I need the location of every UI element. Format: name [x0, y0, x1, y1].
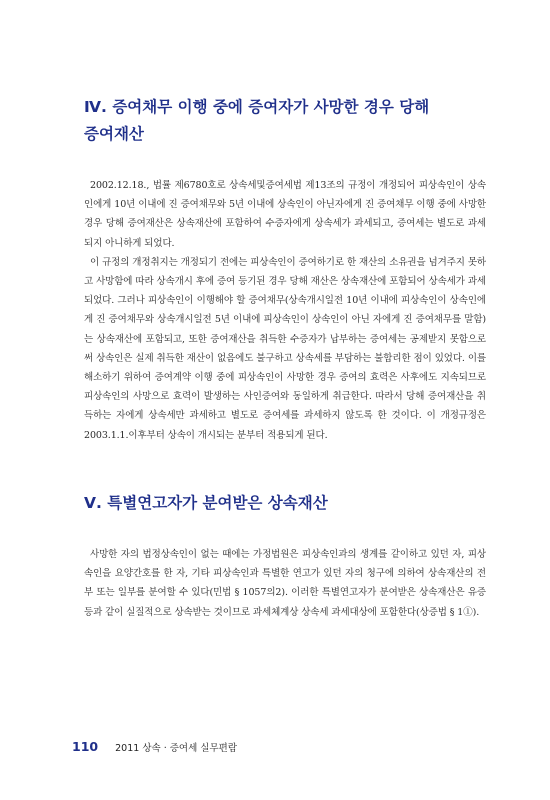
- section-4-heading-line1: Ⅳ. 증여채무 이행 중에 증여자가 사망한 경우 당해: [84, 98, 430, 116]
- section-5-body: [84, 545, 486, 622]
- page-number: 110: [72, 739, 99, 754]
- book-title: 2011 상속 · 증여세 실무편람: [115, 743, 237, 754]
- paragraph: 이 규정의 개정취지는 개정되기 전에는 피상속인이 증여하기로 한 재산의 소유권을 넘겨주지 못하고 사망함에 따라 상속개시 후에 증여 등기된 경우 당해 재산은 상속재산에 포함되어 상속세가 과세되었다. 그러나 피상속인이 이행해야 할 증여채무(상속개시일전 10년 이내에 피상속인이 상속인에게 진 증여채무와 상속개시일전 5년 이내에 피상속인이 상속인이 아닌 자에게 진 증여채무를 말함)는 상속재산에 포함되고, 또한 증여재산을 취득한 수증자가 납부하는 증여세는 공제받지 못함으로써 상속인은 실제 취득한 재산이 없음에도 불구하고 상속세를 부담하는 불합리한 점이 있었다. 이를 해소하기 위하여 증여계약 이행 중에 피상속인이 사망한 경우 증여의 효력은 사후에도 지속되므로 피상속인의 사망으로 효력이 발생하는 사인증여와 동일하게 취급한다. 따라서 당해 증여재산을 취득하는 자에게 상속세만 과세하고 별도로 증여세를 과세하지 않도록 한 것이다. 이 개정규정은 2003.1.1.이후부터 상속이 개시되는 분부터 적용되게 된다.: [84, 256, 486, 441]
- section-5-heading: Ⅴ. 특별연고자가 분여받은 상속재산: [84, 494, 328, 512]
- section-4-heading-line2: 증여재산: [84, 125, 144, 143]
- page-footer: [72, 739, 237, 754]
- section-4-heading: [84, 94, 484, 148]
- section-4-body: [84, 176, 486, 445]
- paragraph: 사망한 자의 법정상속인이 없는 때에는 가정법원은 피상속인과의 생계를 같이하고 있던 자, 피상속인을 요양간호를 한 자, 기타 피상속인과 특별한 연고가 있던 자의 청구에 의하여 상속재산의 전부 또는 일부를 분여할 수 있다(민법 § 1057의2). 이러한 특별연고자가 분여받은 상속재산은 유증 등과 같이 실질적으로 상속받는 것이므로 과세체계상 상속세 과세대상에 포함한다(상증법 § 1①).: [84, 549, 486, 618]
- paragraph: 2002.12.18., 법률 제6780호로 상속세및증여세법 제13조의 규정이 개정되어 피상속인이 상속인에게 10년 이내에 진 증여채무와 5년 이내에 상속인이 아닌자에게 진 증여채무 이행 중에 사망한 경우 당해 증여재산은 상속재산에 포함하여 수증자에게 상속세가 과세되고, 증여세는 별도로 과세되지 아니하게 되었다.: [84, 180, 486, 249]
